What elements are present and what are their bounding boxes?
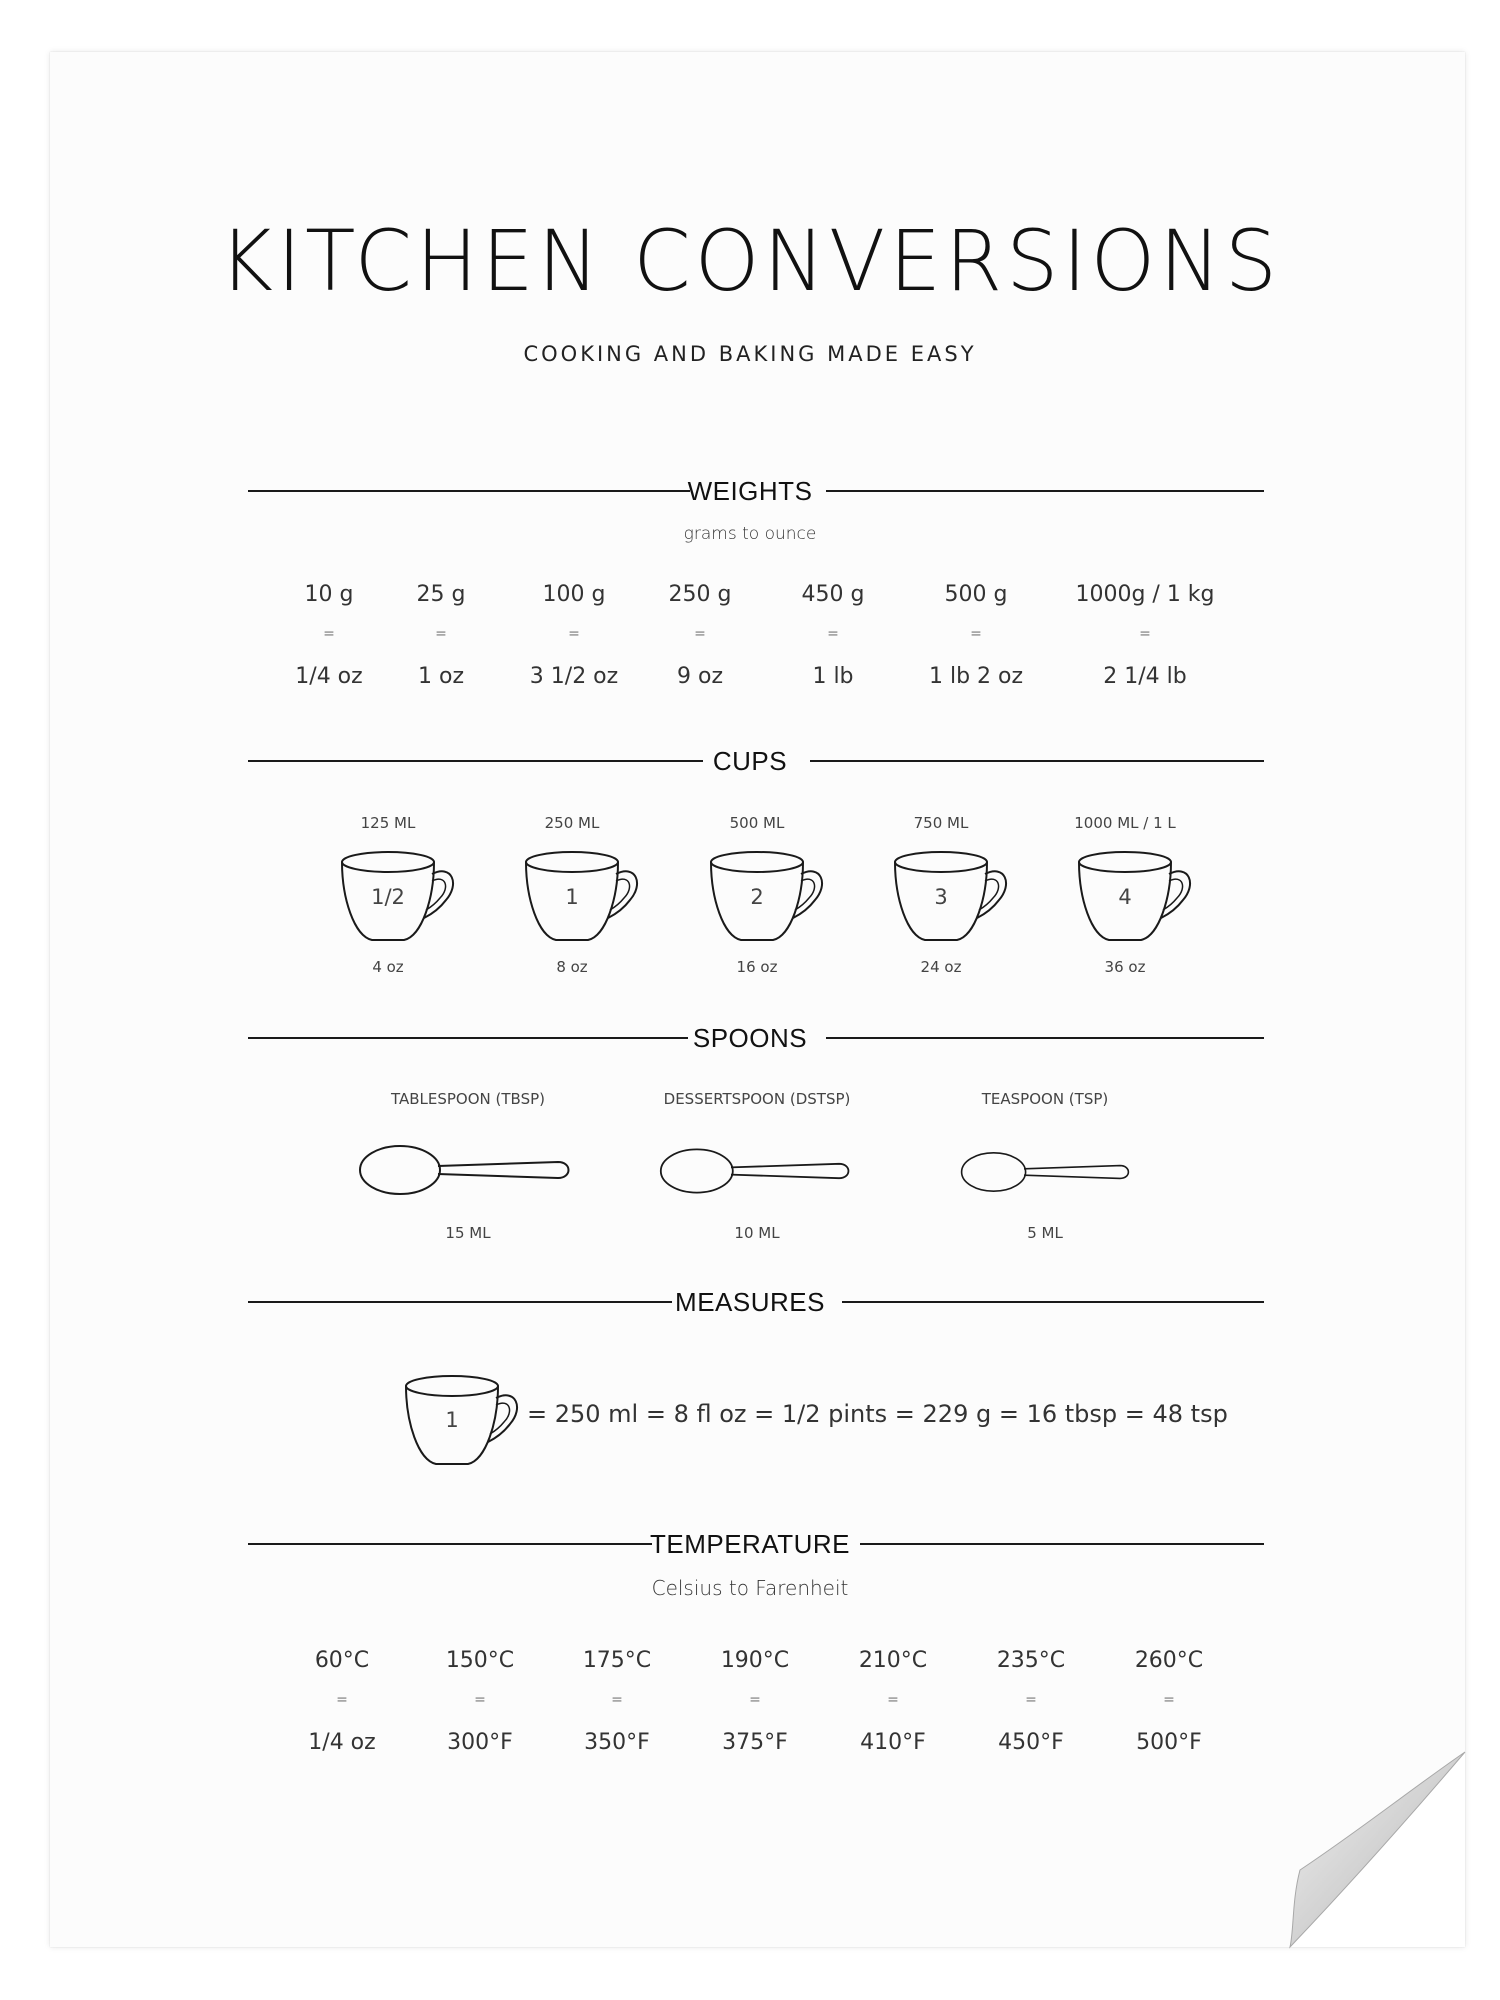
teaspoon-icon <box>958 1148 1138 1196</box>
weight-to-2: 1 oz <box>418 664 464 689</box>
temp-from-5: 210°C <box>858 1648 928 1673</box>
spoon-name-3: TEASPOON (TSP) <box>981 1090 1109 1108</box>
weight-to-5: 1 lb <box>812 664 854 689</box>
temp-equals-5: = <box>887 1692 899 1708</box>
weight-from-1: 10 g <box>304 582 354 607</box>
spoon-ml-3: 5 ML <box>1027 1224 1063 1242</box>
temperature-subtitle: Celsius to Farenheit <box>651 1576 849 1600</box>
weight-from-3: 100 g <box>542 582 606 607</box>
weight-from-4: 250 g <box>668 582 732 607</box>
cup-oz-3: 16 oz <box>736 958 778 976</box>
weight-equals-2: = <box>435 626 447 642</box>
cup-label-2: 1 <box>565 885 579 909</box>
temp-equals-2: = <box>474 1692 486 1708</box>
spoon-name-1: TABLESPOON (TBSP) <box>390 1090 545 1108</box>
temp-equals-3: = <box>611 1692 623 1708</box>
weight-to-1: 1/4 oz <box>295 664 363 689</box>
cup-ml-5: 1000 ML / 1 L <box>1074 814 1176 832</box>
cup-ml-1: 125 ML <box>360 814 416 832</box>
temperature-title: TEMPERATURE <box>649 1529 851 1559</box>
weight-to-6: 1 lb 2 oz <box>928 664 1024 689</box>
temp-to-5: 410°F <box>860 1730 926 1755</box>
measure-equivalents: = 250 ml = 8 fl oz = 1/2 pints = 229 g = 16 tbsp = 48 tsp <box>527 1400 1228 1428</box>
weight-equals-3: = <box>568 626 580 642</box>
temp-from-6: 235°C <box>996 1648 1066 1673</box>
weight-from-6: 500 g <box>944 582 1008 607</box>
cup-oz-4: 24 oz <box>920 958 962 976</box>
weight-equals-5: = <box>827 626 839 642</box>
weight-to-4: 9 oz <box>677 664 723 689</box>
spoon-ml-1: 15 ML <box>445 1224 491 1242</box>
temp-equals-7: = <box>1163 1692 1175 1708</box>
spoon-ml-2: 10 ML <box>734 1224 780 1242</box>
temp-equals-4: = <box>749 1692 761 1708</box>
temp-to-2: 300°F <box>447 1730 513 1755</box>
cup-ml-4: 750 ML <box>913 814 969 832</box>
cup-oz-5: 36 oz <box>1104 958 1146 976</box>
spoons-title: SPOONS <box>692 1023 808 1053</box>
temp-from-4: 190°C <box>720 1648 790 1673</box>
temp-from-1: 60°C <box>314 1648 370 1673</box>
cups-title: CUPS <box>712 746 788 776</box>
temp-equals-1: = <box>336 1692 348 1708</box>
temp-to-4: 375°F <box>722 1730 788 1755</box>
temp-from-3: 175°C <box>582 1648 652 1673</box>
weight-equals-1: = <box>323 626 335 642</box>
temp-from-7: 260°C <box>1134 1648 1204 1673</box>
cup-ml-2: 250 ML <box>544 814 600 832</box>
temp-to-1: 1/4 oz <box>308 1730 376 1755</box>
weight-equals-4: = <box>694 626 706 642</box>
temp-equals-6: = <box>1025 1692 1037 1708</box>
page-subtitle: COOKING AND BAKING MADE EASY <box>523 342 977 366</box>
temp-from-2: 150°C <box>445 1648 515 1673</box>
weight-from-5: 450 g <box>801 582 865 607</box>
weights-title: WEIGHTS <box>687 476 813 506</box>
weight-to-3: 3 1/2 oz <box>529 664 619 689</box>
measures-title: MEASURES <box>675 1287 825 1317</box>
cup-oz-2: 8 oz <box>556 958 588 976</box>
cup-label-3: 2 <box>750 885 764 909</box>
weight-equals-7: = <box>1139 626 1151 642</box>
cup-label-5: 4 <box>1118 885 1132 909</box>
tablespoon-icon <box>358 1140 578 1200</box>
temp-to-6: 450°F <box>998 1730 1064 1755</box>
weight-equals-6: = <box>970 626 982 642</box>
spoon-name-2: DESSERTSPOON (DSTSP) <box>663 1090 851 1108</box>
weight-from-7: 1000g / 1 kg <box>1075 582 1215 607</box>
cup-oz-1: 4 oz <box>372 958 404 976</box>
weights-subtitle: grams to ounce <box>683 524 817 544</box>
temp-to-3: 350°F <box>584 1730 650 1755</box>
weight-from-2: 25 g <box>416 582 466 607</box>
cup-ml-3: 500 ML <box>729 814 785 832</box>
measure-cup-label: 1 <box>445 1408 459 1432</box>
cup-label-4: 3 <box>934 885 948 909</box>
dessertspoon-icon <box>658 1144 858 1198</box>
temp-to-7: 500°F <box>1136 1730 1202 1755</box>
page-title: KITCHEN CONVERSIONS <box>219 212 1281 310</box>
weight-to-7: 2 1/4 lb <box>1103 664 1187 689</box>
cup-label-1: 1/2 <box>371 885 405 909</box>
